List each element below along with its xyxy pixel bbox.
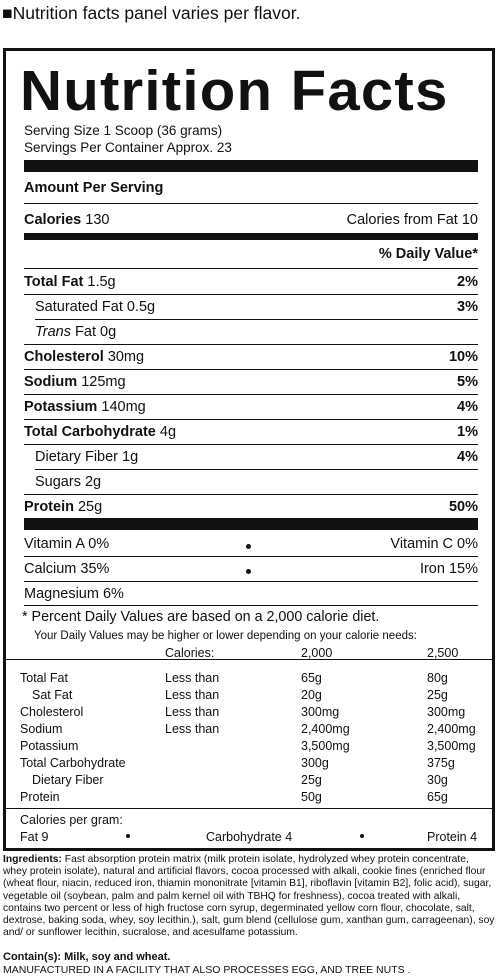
- dv-row-2500: 65g: [427, 790, 448, 804]
- dv-row-2000: 300g: [301, 756, 329, 770]
- divider: [24, 294, 478, 295]
- nutrition-facts-panel: Nutrition Facts Serving Size 1 Scoop (36 grams) Servings Per Container Approx. 23 Amount Per Serving Calories 130 Calories from Fat 10 % Daily Value* Total Fat 1.5g 2% Saturated Fat 0.5g 3% Trans Fat 0g Cholesterol 30mg 10% Sodium 125mg 5% Potassium 140mg 4% Total Carbohydrate 4g 1% Dietary Fiber 1g 4% Sugars 2g Protein 25g 50% Vitamin A 0% Vitamin C 0% Calcium 35% Iron 15% Magnesium 6% * Percent Daily Values are based on a 2,000 calorie diet. Your Daily Values may be higher or lower depending on your calorie needs: Calories: 2,000 2,500 Total Fat Less than 65g 80g Sat Fat Less than 20g 25g Cholesterol Less than 300mg 300mg Sodium Less than 2,400mg 2,400mg Potassium 3,500mg 3,500mg Total Carbohydrate 300g 375g Dietary Fiber 25g 30g Protein 50g 65g Calories per gram: Fat 9 Carbohydrate 4 Protein 4: [3, 48, 495, 851]
- facility-statement: MANUFACTURED IN A FACILITY THAT ALSO PROCESSES EGG, AND TREE NUTS .: [3, 964, 411, 976]
- divider: [6, 808, 492, 809]
- protein-per-gram: Protein 4: [427, 830, 478, 844]
- divider: [35, 469, 478, 470]
- dv-row-2000: 50g: [301, 790, 322, 804]
- servings-per-container: Servings Per Container Approx. 23: [24, 140, 232, 155]
- dv-row-2500: 3,500mg: [427, 739, 476, 753]
- dv-row-cmp: Less than: [165, 722, 220, 736]
- dv-row-2500: 25g: [427, 688, 448, 702]
- panel-title: Nutrition Facts: [20, 59, 449, 123]
- divider: [24, 394, 478, 395]
- divider: [24, 581, 478, 582]
- calories-per-gram-label: Calories per gram:: [20, 813, 123, 827]
- divider: [24, 369, 478, 370]
- dv-row-cmp: Less than: [165, 688, 220, 702]
- dv-row-2000: 2,400mg: [301, 722, 350, 736]
- dv-row-name: Protein: [20, 790, 60, 804]
- ingredients-text: Ingredients: Fast absorption protein matrix (milk protein isolate, hydrolyzed whey protein concentrate, whey protein isolate), natural and artificial flavors, cocoa processed with alkali, cookie fines (enriched flour (wheat flour, niacin, reduced iron, thiamin mononitrate [vitamin B1], riboflavin [vitamin B2], folic acid), sugar, vegetable oil (soybean, palm and palm kernel oil with TBHQ for freshness), cocoa treated with alkali, contains two percent or less of high fructose corn syrup, degerminated yellow corn flour, chocolate, salt, dextrose, baking soda, whey, soy lecithin.), salt, gum blend (cellulose gum, xanthan gum, carrageenan), soy and/ or sunflower lecithin, sucralose, and acesulfame potassium.: [3, 854, 495, 939]
- dv-row-name: Total Carbohydrate: [20, 756, 126, 770]
- divider: [6, 659, 492, 660]
- allergen-contains: Contain(s): Milk, soy and wheat.: [3, 951, 171, 963]
- calories-value: 130: [85, 212, 110, 228]
- dv-header-calories: Calories:: [165, 646, 215, 660]
- serving-size: Serving Size 1 Scoop (36 grams): [24, 123, 223, 138]
- flavor-note: ■Nutrition facts panel varies per flavor.: [2, 3, 301, 23]
- dv-row-2500: 80g: [427, 671, 448, 685]
- thick-divider: [24, 518, 478, 530]
- dv-row-name: Potassium: [20, 739, 79, 753]
- dv-row-name: Sat Fat: [32, 688, 73, 702]
- dv-row-2500: 375g: [427, 756, 455, 770]
- carb-per-gram: Carbohydrate 4: [206, 830, 293, 844]
- bullet-dot: [360, 834, 364, 838]
- dv-row-2500: 30g: [427, 773, 448, 787]
- dv-header-2500: 2,500: [427, 646, 459, 660]
- dv-row-name: Cholesterol: [20, 705, 84, 719]
- divider: [24, 605, 478, 606]
- ingredients-label: Ingredients:: [3, 854, 62, 865]
- dv-row-2000: 3,500mg: [301, 739, 350, 753]
- bullet-dot: [126, 834, 130, 838]
- dv-header-2000: 2,000: [301, 646, 333, 660]
- dv-row-2500: 2,400mg: [427, 722, 476, 736]
- thick-divider: [24, 160, 478, 172]
- dv-row-2000: 65g: [301, 671, 322, 685]
- calories-from-fat: Calories from Fat 10: [346, 212, 478, 228]
- bullet-dot: [246, 544, 251, 549]
- fat-per-gram: Fat 9: [20, 830, 49, 844]
- dv-row-name: Dietary Fiber: [32, 773, 104, 787]
- medium-divider: [24, 233, 478, 240]
- dv-row-name: Total Fat: [20, 671, 68, 685]
- divider: [24, 419, 478, 420]
- dv-row-name: Sodium: [20, 722, 63, 736]
- dv-row-2000: 25g: [301, 773, 322, 787]
- bullet-dot: [246, 569, 251, 574]
- calories-label: Calories: [24, 212, 82, 228]
- divider: [24, 268, 478, 269]
- dv-row-2000: 300mg: [301, 705, 340, 719]
- dv-row-2500: 300mg: [427, 705, 466, 719]
- dv-row-cmp: Less than: [165, 705, 220, 719]
- divider: [24, 444, 478, 445]
- divider: [24, 556, 478, 557]
- divider: [35, 319, 478, 320]
- divider: [24, 494, 478, 495]
- dv-row-2000: 20g: [301, 688, 322, 702]
- dv-row-cmp: Less than: [165, 671, 220, 685]
- divider: [24, 344, 478, 345]
- divider: [24, 203, 478, 204]
